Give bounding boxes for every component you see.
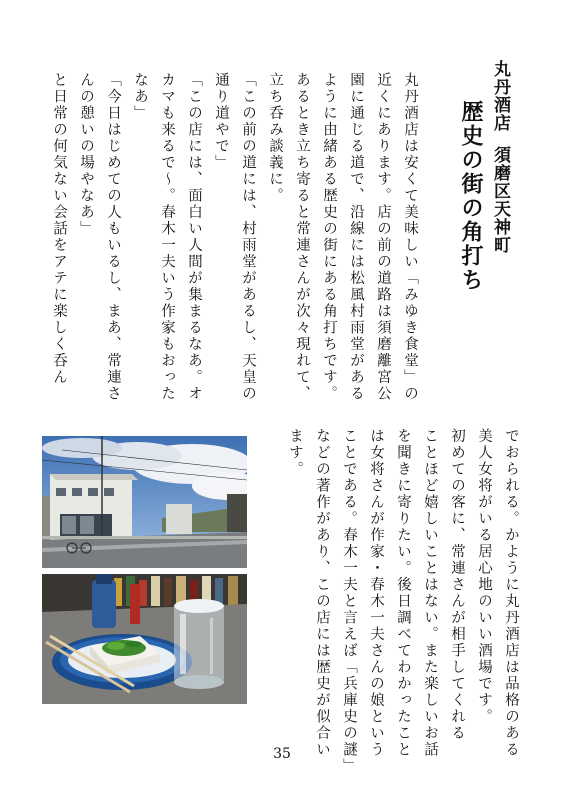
text-line: 「今日はじめての人もいるし、まあ、常連さ — [105, 72, 121, 402]
text-line: 「この前の道には、村雨堂があるし、天皇の — [240, 72, 256, 402]
text-line: ます。 — [287, 428, 303, 478]
text-line: なあ」 — [132, 72, 148, 122]
article-header — [454, 60, 514, 370]
text-line: んの憩いの場やなあ」 — [78, 72, 94, 237]
text-line: ように由緒ある歴史の街にある角打ちです。 — [321, 72, 337, 402]
text-line: あるとき立ち寄ると常連さんが次々現れて、 — [294, 72, 310, 402]
street-photo-image — [42, 436, 247, 568]
text-line: 通り道やで」 — [213, 72, 229, 171]
text-line: 近くにあります。店の前の道路は須磨離宮公 — [375, 72, 391, 402]
tofu-photo-image — [42, 574, 247, 704]
page-number: 35 — [273, 746, 291, 762]
text-line: 初めての客に、常連さんが相手してくれる — [449, 428, 465, 742]
text-line: と日常の何気ない会話をアテに楽しく呑ん — [51, 72, 67, 386]
text-line: を聞きに寄りたい。後日調べてわかったこと — [395, 428, 411, 758]
text-line: カマも来るで〜。春木一夫いう作家もおった — [159, 72, 175, 402]
shop-name: 丸丹酒店 — [490, 60, 510, 132]
text-line: 美人女将がいる居心地のいい酒場です。 — [476, 428, 492, 725]
article-title: 歴史の街の角打ち — [458, 100, 483, 292]
text-line: 丸丹酒店は安くて美味しい「みゆき食堂」の — [402, 72, 418, 402]
text-line: ことほど嬉しいことはない。また楽しいお話 — [422, 428, 438, 758]
text-line: ことである。春木一夫と言えば「兵庫史の謎」 — [341, 428, 357, 775]
body-text-upper — [45, 72, 423, 402]
text-line: などの著作があり、この店には歴史が似合い — [314, 428, 330, 758]
text-line: 立ち呑み談義に。 — [267, 72, 283, 204]
text-line: 園に通じる道で、沿線には松風村雨堂がある — [348, 72, 364, 402]
text-line: でおられる。かように丸丹酒店は品格のある — [503, 428, 519, 758]
shop-location-line — [486, 60, 514, 370]
tofu-photo — [42, 574, 247, 704]
shop-location: 須磨区天神町 — [490, 146, 510, 254]
text-line: は女将さんが作家・春木一夫さんの娘という — [368, 428, 384, 758]
text-line: 「この店には、面白い人間が集まるなあ。オ — [186, 72, 202, 402]
street-photo — [42, 436, 247, 568]
